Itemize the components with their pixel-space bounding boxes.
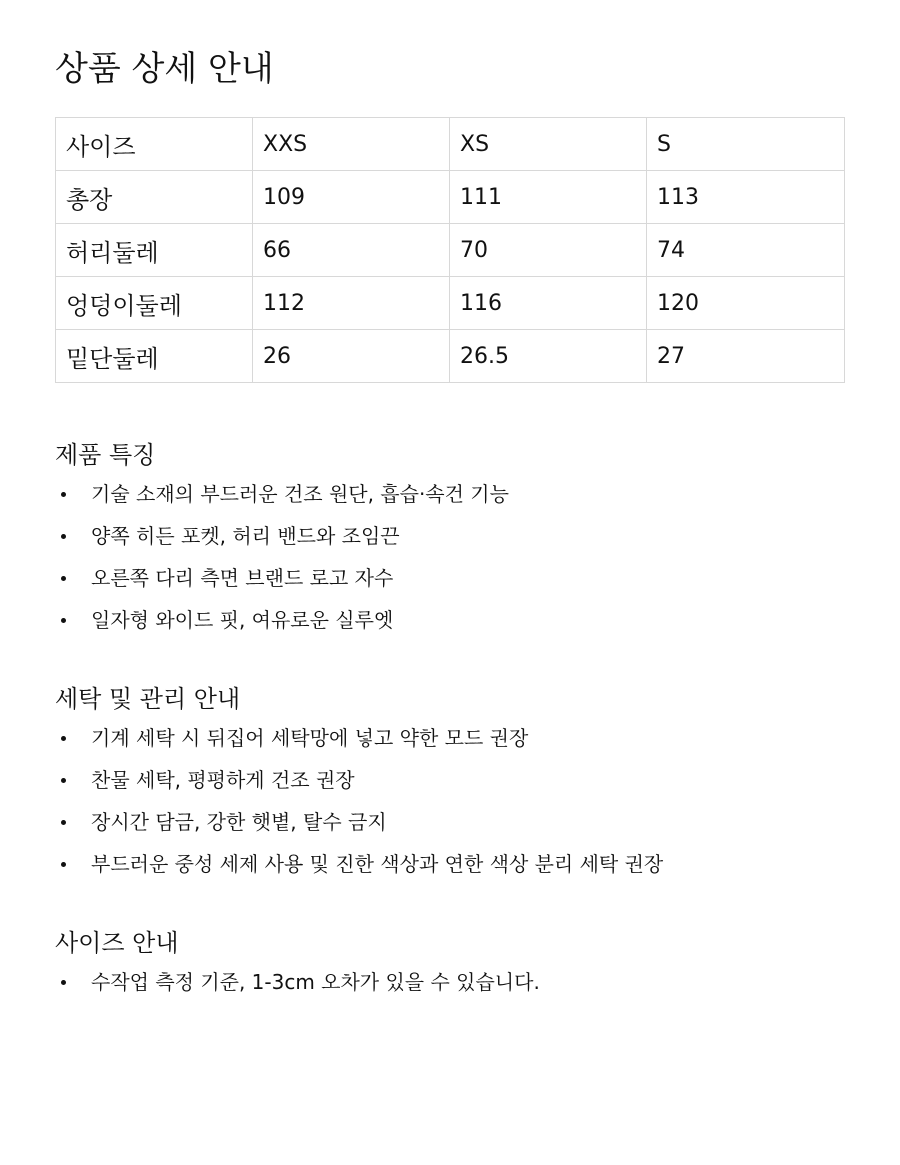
list-item-text: 기술 소재의 부드러운 건조 원단, 흡습·속건 기능 xyxy=(91,482,509,506)
table-cell: 26 xyxy=(253,330,450,383)
table-cell: 112 xyxy=(253,277,450,330)
bullet-icon xyxy=(61,778,66,783)
table-row xyxy=(56,224,845,277)
table-row-label: 총장 xyxy=(56,171,253,224)
care-title: 세탁 및 관리 안내 xyxy=(55,685,241,713)
care-list xyxy=(55,722,663,890)
list-item-text: 찬물 세탁, 평평하게 건조 권장 xyxy=(91,768,355,792)
bullet-icon xyxy=(61,576,66,581)
table-row xyxy=(56,171,845,224)
table-cell: 111 xyxy=(450,171,647,224)
size-guide-title: 사이즈 안내 xyxy=(55,929,179,957)
table-header-cell: 사이즈 xyxy=(56,118,253,171)
table-row-label: 밑단둘레 xyxy=(56,330,253,383)
table-row-label: 엉덩이둘레 xyxy=(56,277,253,330)
list-item-text: 일자형 와이드 핏, 여유로운 실루엣 xyxy=(91,608,394,632)
list-item-text: 기계 세탁 시 뒤집어 세탁망에 넣고 약한 모드 권장 xyxy=(91,726,529,750)
list-item xyxy=(55,520,509,562)
size-table xyxy=(55,117,845,383)
bullet-icon xyxy=(61,820,66,825)
list-item xyxy=(55,806,663,848)
list-item xyxy=(55,848,663,890)
table-row xyxy=(56,277,845,330)
table-cell: 70 xyxy=(450,224,647,277)
list-item xyxy=(55,604,509,646)
bullet-icon xyxy=(61,492,66,497)
table-row xyxy=(56,330,845,383)
list-item xyxy=(55,478,509,520)
list-item-text: 오른쪽 다리 측면 브랜드 로고 자수 xyxy=(91,566,394,590)
size-guide-list xyxy=(55,966,540,1008)
table-cell: 74 xyxy=(647,224,845,277)
bullet-icon xyxy=(61,980,66,985)
bullet-icon xyxy=(61,736,66,741)
list-item-text: 수작업 측정 기준, 1-3cm 오차가 있을 수 있습니다. xyxy=(91,970,540,994)
table-row-label: 허리둘레 xyxy=(56,224,253,277)
list-item xyxy=(55,764,663,806)
page-title: 상품 상세 안내 xyxy=(55,49,274,89)
table-cell: 109 xyxy=(253,171,450,224)
table-cell: 66 xyxy=(253,224,450,277)
bullet-icon xyxy=(61,534,66,539)
table-cell: 116 xyxy=(450,277,647,330)
table-cell: 27 xyxy=(647,330,845,383)
list-item-text: 양쪽 히든 포켓, 허리 밴드와 조임끈 xyxy=(91,524,400,548)
table-header-cell: XS xyxy=(450,118,647,171)
list-item xyxy=(55,562,509,604)
table-cell: 26.5 xyxy=(450,330,647,383)
table-header-cell: S xyxy=(647,118,845,171)
bullet-icon xyxy=(61,862,66,867)
list-item-text: 장시간 담금, 강한 햇볕, 탈수 금지 xyxy=(91,810,387,834)
list-item xyxy=(55,966,540,1008)
bullet-icon xyxy=(61,618,66,623)
features-list xyxy=(55,478,509,646)
list-item-text: 부드러운 중성 세제 사용 및 진한 색상과 연한 색상 분리 세탁 권장 xyxy=(91,852,664,876)
table-cell: 113 xyxy=(647,171,845,224)
table-header-row xyxy=(56,118,845,171)
table-cell: 120 xyxy=(647,277,845,330)
table-header-cell: XXS xyxy=(253,118,450,171)
list-item xyxy=(55,722,663,764)
features-title: 제품 특징 xyxy=(55,441,156,469)
